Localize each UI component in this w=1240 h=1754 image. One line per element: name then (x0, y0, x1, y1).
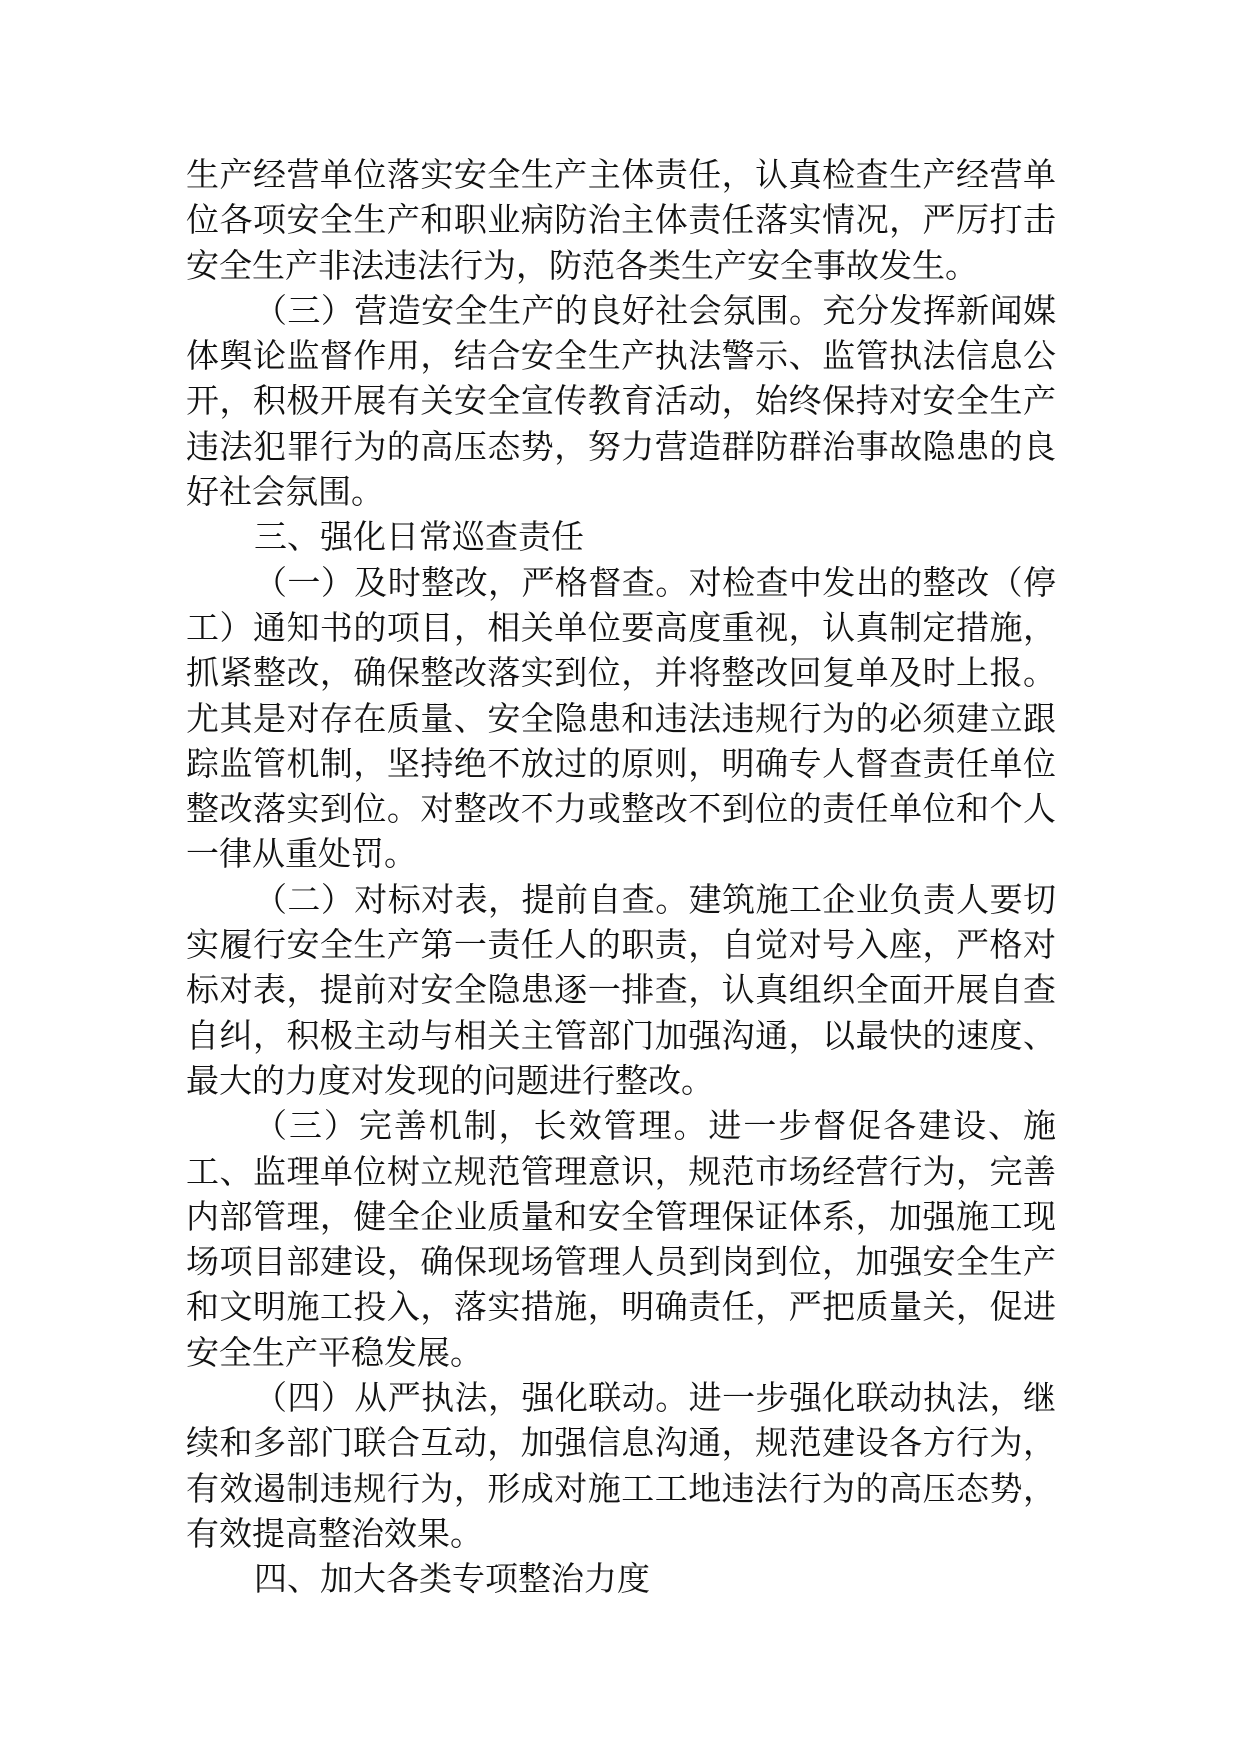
paragraph-continuation: 生产经营单位落实安全生产主体责任，认真检查生产经营单位各项安全生产和职业病防治主体责任落实情况，严厉打击安全生产非法违法行为，防范各类生产安全事故发生。 (186, 155, 1056, 285)
section-heading-4: 四、加大各类专项整治力度 (254, 1559, 650, 1599)
paragraph-subsection-3b: （三）完善机制，长效管理。进一步督促各建设、施工、监理单位树立规范管理意识，规范市场经营行为，完善内部管理，健全企业质量和安全管理保证体系，加强施工现场项目部建设，确保现场管理人员到岗到位，加强安全生产和文明施工投入，落实措施，明确责任，严把质量关，促进安全生产平稳发展。 (186, 1106, 1056, 1372)
document-body (186, 152, 1056, 1602)
paragraph-subsection-3: （三）营造安全生产的良好社会氛围。充分发挥新闻媒体舆论监督作用，结合安全生产执法警示、监管执法信息公开，积极开展有关安全宣传教育活动，始终保持对安全生产违法犯罪行为的高压态势，努力营造群防群治事故隐患的良好社会氛围。 (186, 290, 1056, 512)
section-heading-3: 三、强化日常巡查责任 (254, 517, 584, 557)
paragraph-subsection-4: （四）从严执法，强化联动。进一步强化联动执法，继续和多部门联合互动，加强信息沟通，规范建设各方行为，有效遏制违规行为，形成对施工工地违法行为的高压态势，有效提高整治效果。 (186, 1378, 1056, 1553)
paragraph-subsection-2: （二）对标对表，提前自查。建筑施工企业负责人要切实履行安全生产第一责任人的职责，自觉对号入座，严格对标对表，提前对安全隐患逐一排查，认真组织全面开展自查自纠，积极主动与相关主管部门加强沟通，以最快的速度、最大的力度对发现的问题进行整改。 (186, 879, 1056, 1100)
paragraph-subsection-1: （一）及时整改，严格督查。对检查中发出的整改（停工）通知书的项目，相关单位要高度重视，认真制定措施，抓紧整改，确保整改落实到位，并将整改回复单及时上报。尤其是对存在质量、安全隐患和违法违规行为的必须建立跟踪监管机制，坚持绝不放过的原则，明确专人督查责任单位整改落实到位。对整改不力或整改不到位的责任单位和个人一律从重处罚。 (186, 562, 1056, 874)
